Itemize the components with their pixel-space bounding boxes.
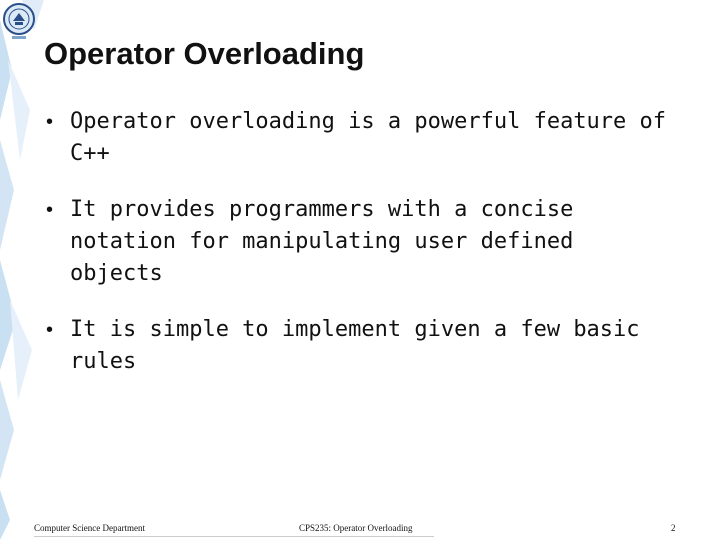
left-stripe — [0, 380, 14, 480]
bullet-list — [46, 106, 686, 402]
page-number: 2 — [671, 523, 676, 533]
slide-title: Operator Overloading — [44, 36, 365, 71]
list-item — [46, 106, 686, 170]
bullet-text: It provides programmers with a concise notation for manipulating user defined objects — [70, 197, 574, 286]
footer-department: Computer Science Department — [34, 523, 145, 533]
bullet-marker: • — [46, 199, 54, 221]
left-stripe — [0, 490, 10, 540]
university-seal-icon — [2, 2, 36, 42]
bullet-marker: • — [46, 319, 54, 341]
bullet-marker: • — [46, 111, 54, 133]
left-stripe — [8, 60, 30, 160]
bullet-text: It is simple to implement given a few basic rules — [70, 317, 640, 374]
left-stripe — [0, 140, 14, 250]
left-stripe — [10, 300, 32, 400]
list-item — [46, 194, 686, 290]
bullet-text: Operator overloading is a powerful feature of C++ — [70, 109, 667, 166]
footer-course-title: CPS235: Operator Overloading — [299, 523, 413, 533]
list-item — [46, 314, 686, 378]
footer-divider — [34, 536, 434, 537]
